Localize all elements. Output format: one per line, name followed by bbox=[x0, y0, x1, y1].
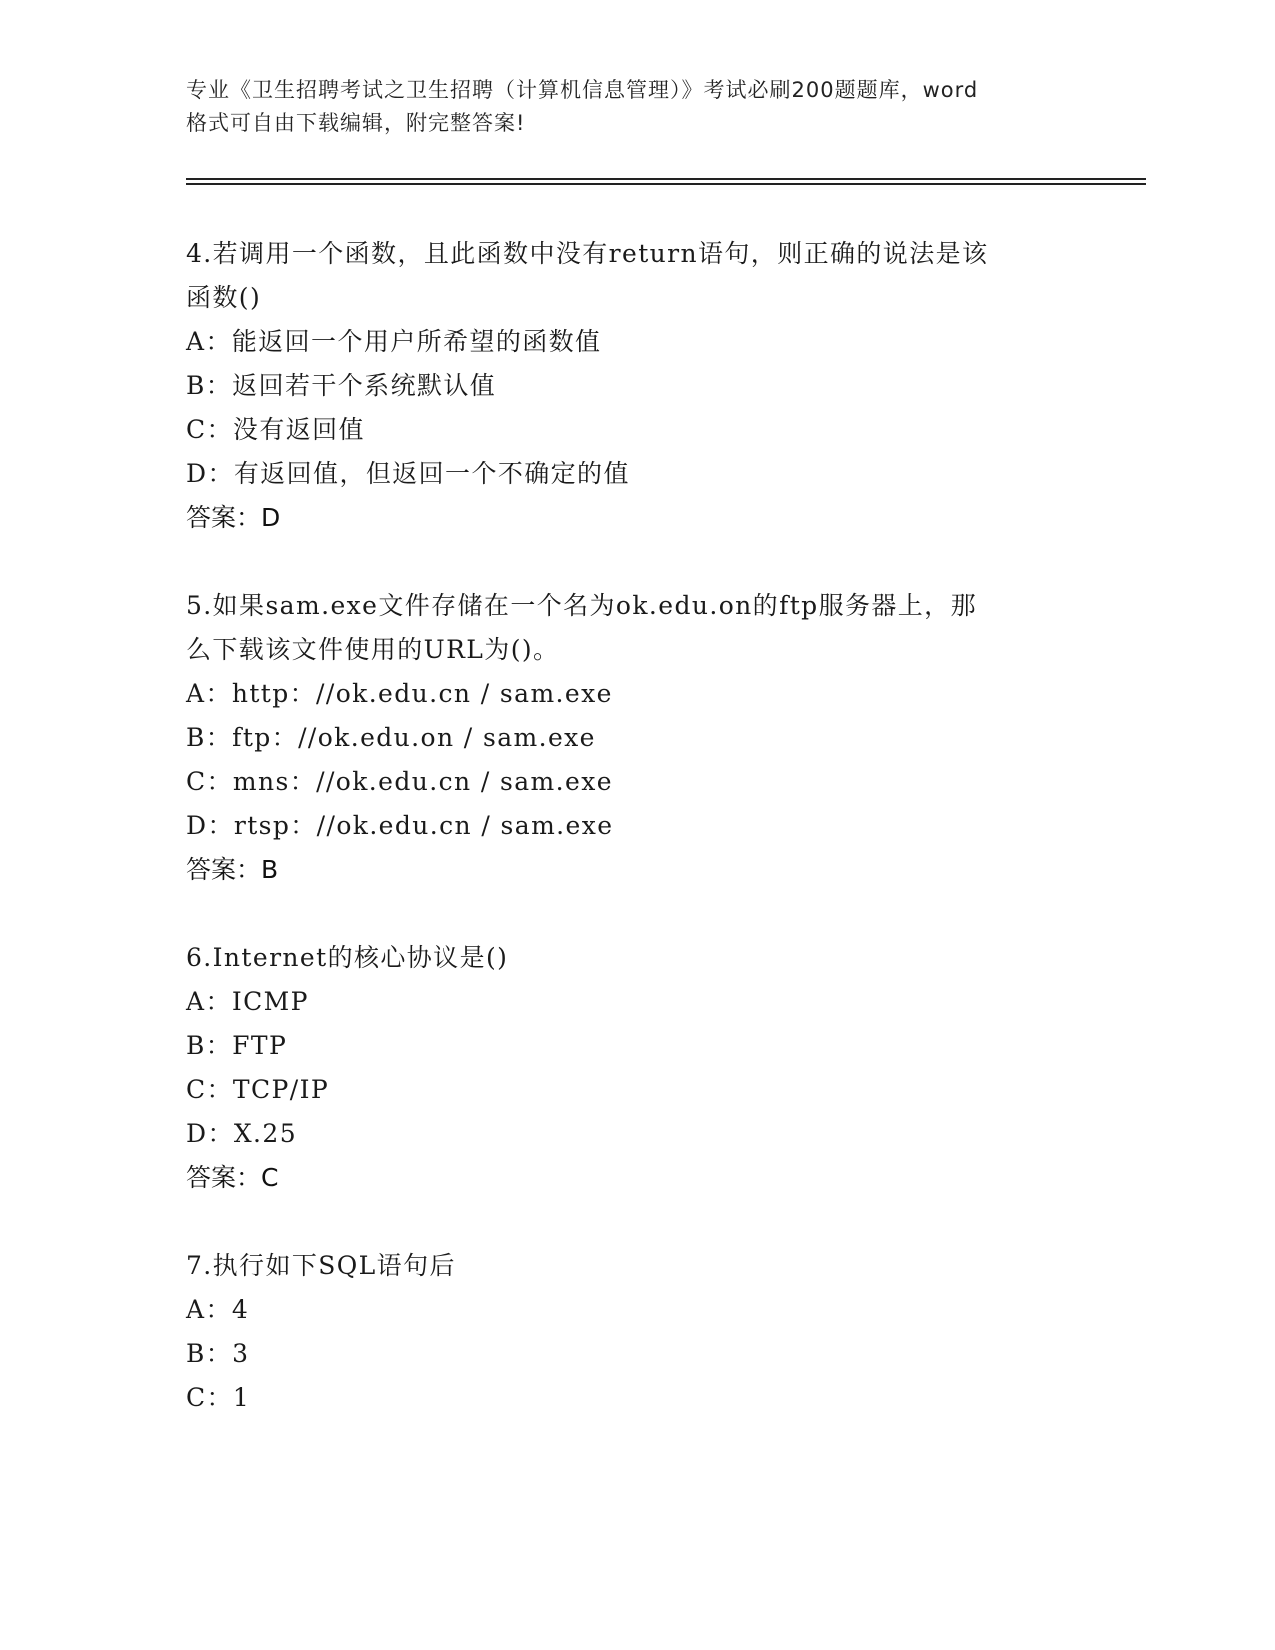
question-6-stem-line-1: 6.Internet的核心协议是() bbox=[186, 943, 509, 972]
question-5-stem-line-2: 么下载该文件使用的URL为()。 bbox=[186, 635, 560, 664]
question-4-option-d: D：有返回值，但返回一个不确定的值 bbox=[186, 459, 630, 488]
question-7-option-a: A：4 bbox=[186, 1295, 250, 1324]
question-5-stem-line-1: 5.如果sam.exe文件存储在一个名为ok.edu.on的ftp服务器上，那 bbox=[186, 591, 977, 620]
question-4-answer: 答案：D bbox=[186, 503, 281, 532]
question-4-stem-line-1: 4.若调用一个函数，且此函数中没有return语句，则正确的说法是该 bbox=[186, 239, 989, 268]
question-6-option-d: D：X.25 bbox=[186, 1119, 298, 1148]
question-4-option-b: B：返回若干个系统默认值 bbox=[186, 371, 497, 400]
header-line-1: 专业《卫生招聘考试之卫生招聘（计算机信息管理）》考试必刷200题题库，word bbox=[186, 78, 979, 102]
question-6-option-b: B：FTP bbox=[186, 1031, 288, 1060]
question-5-option-a: A：http：//ok.edu.cn / sam.exe bbox=[186, 679, 613, 708]
question-6-answer: 答案：C bbox=[186, 1163, 279, 1192]
question-5-option-c: C：mns：//ok.edu.cn / sam.exe bbox=[186, 767, 613, 796]
document-header bbox=[186, 74, 1086, 140]
header-divider-top bbox=[186, 178, 1146, 180]
question-6-option-c: C：TCP/IP bbox=[186, 1075, 330, 1104]
question-6-option-a: A：ICMP bbox=[186, 987, 309, 1016]
question-7-option-b: B：3 bbox=[186, 1339, 250, 1368]
question-4-stem-line-2: 函数() bbox=[186, 283, 262, 312]
question-7-option-c: C：1 bbox=[186, 1383, 251, 1412]
question-4-option-a: A：能返回一个用户所希望的函数值 bbox=[186, 327, 602, 356]
question-5-option-b: B：ftp：//ok.edu.on / sam.exe bbox=[186, 723, 596, 752]
question-4-option-c: C：没有返回值 bbox=[186, 415, 365, 444]
header-divider-bottom bbox=[186, 183, 1146, 185]
question-7-stem-line-1: 7.执行如下SQL语句后 bbox=[186, 1251, 456, 1280]
question-5-option-d: D：rtsp：//ok.edu.cn / sam.exe bbox=[186, 811, 614, 840]
question-5-answer: 答案：B bbox=[186, 855, 279, 884]
header-line-2: 格式可自由下载编辑，附完整答案! bbox=[186, 111, 526, 135]
